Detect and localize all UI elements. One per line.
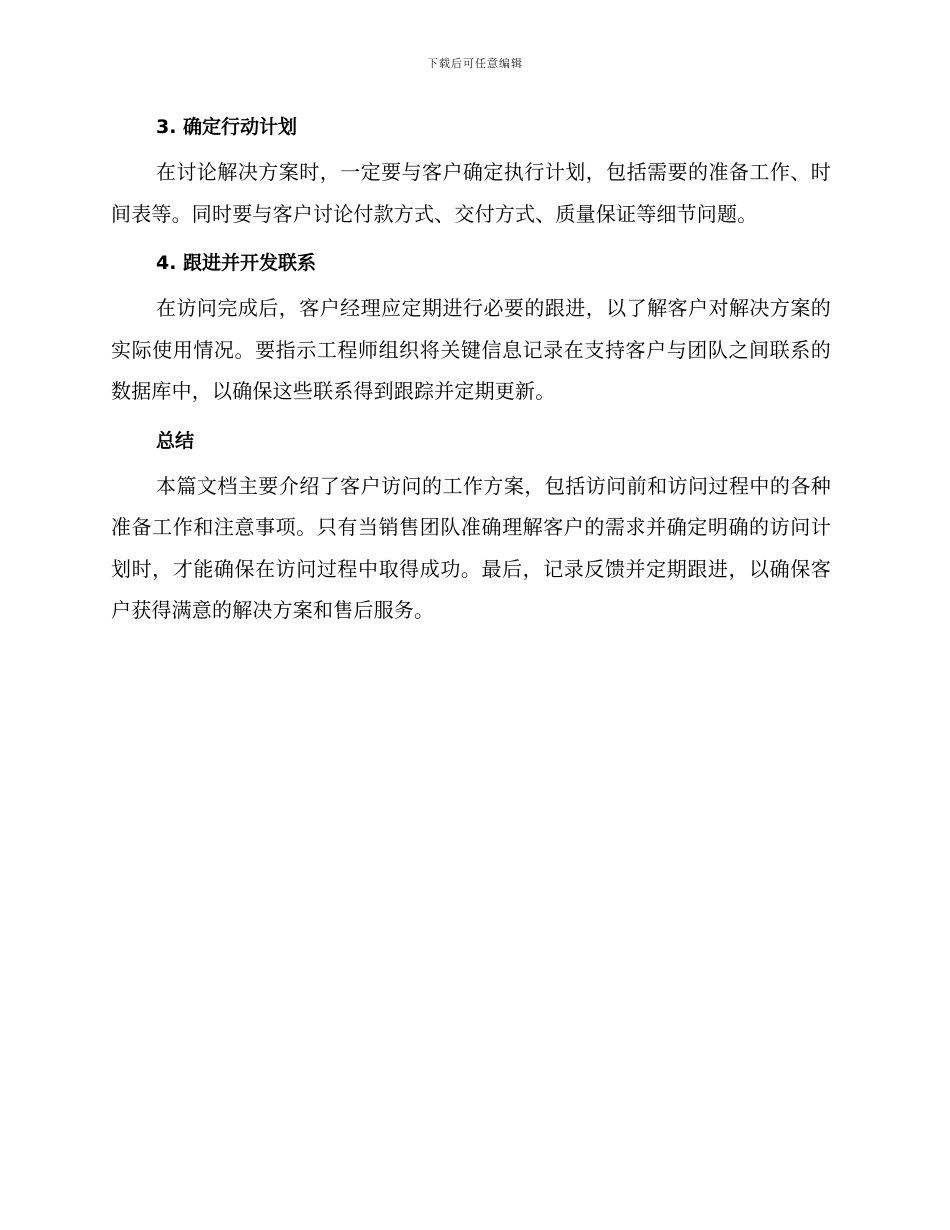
section-paragraph: 本篇文档主要介绍了客户访问的工作方案，包括访问前和访问过程中的各种准备工作和注意事项。只有当销售团队准确理解客户的需求并确定明确的访问计划时，才能确保在访问过程中取得成功。最后，记录反馈并定期跟进，以确保客户获得满意的解决方案和售后服务。	[111, 473, 831, 622]
page-header-note: 下载后可任意编辑	[427, 57, 523, 70]
section-action-plan	[111, 112, 831, 235]
section-summary	[111, 426, 831, 632]
section-heading: 4. 跟进并开发联系	[156, 252, 317, 274]
section-paragraph: 在讨论解决方案时，一定要与客户确定执行计划，包括需要的准备工作、时间表等。同时要与客户讨论付款方式、交付方式、质量保证等细节问题。	[111, 160, 831, 226]
section-heading: 总结	[156, 429, 195, 452]
section-heading: 3. 确定行动计划	[156, 116, 298, 138]
document-body	[111, 112, 831, 645]
section-follow-up	[111, 248, 831, 413]
section-paragraph: 在访问完成后，客户经理应定期进行必要的跟进，以了解客户对解决方案的实际使用情况。要指示工程师组织将关键信息记录在支持客户与团队之间联系的数据库中，以确保这些联系得到跟踪并定期更新。	[111, 296, 831, 403]
